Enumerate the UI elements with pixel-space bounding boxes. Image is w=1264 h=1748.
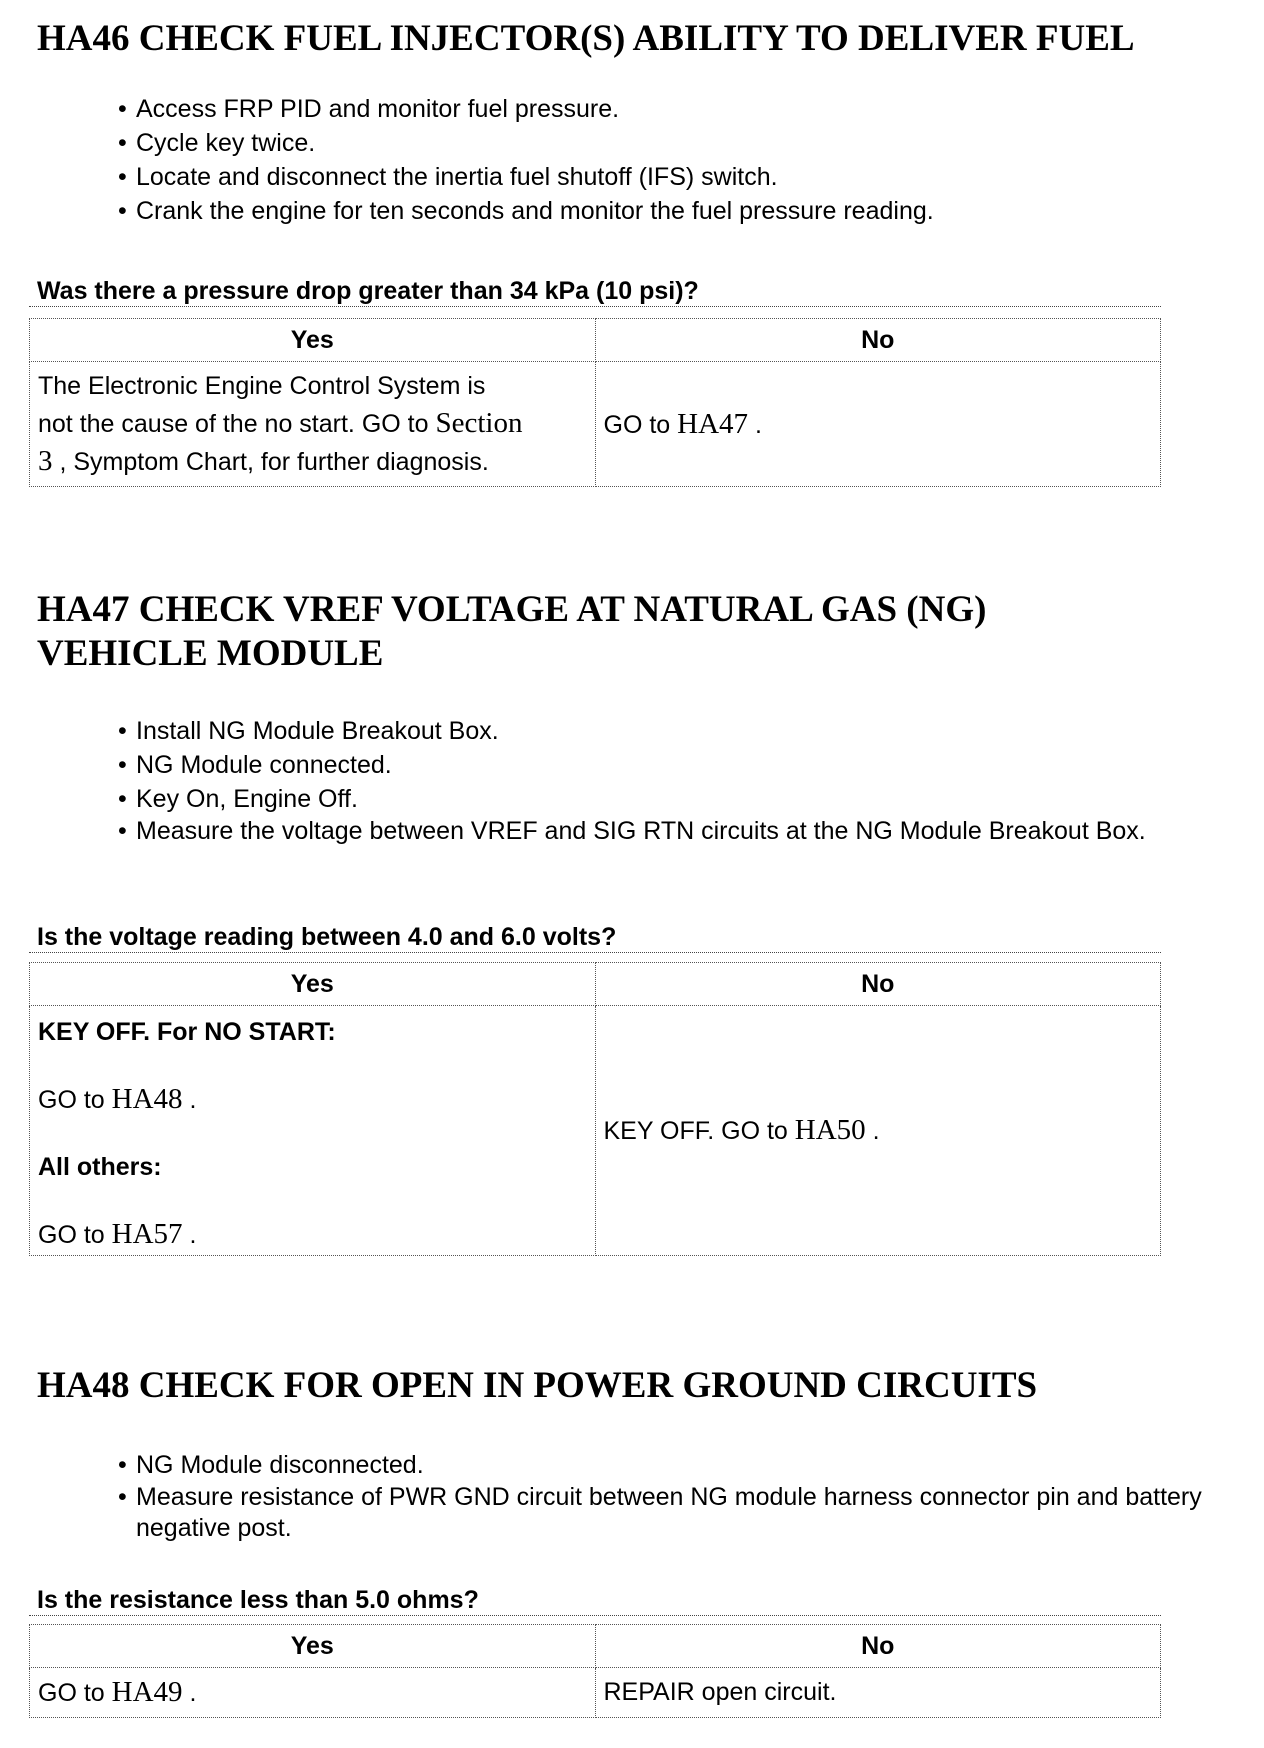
bullet-icon: • <box>118 751 127 779</box>
question-rule <box>29 952 1161 953</box>
no-cell: GO to HA47 . <box>595 362 1161 487</box>
ha49-link[interactable]: HA49 <box>111 1676 183 1708</box>
no-cell: REPAIR open circuit. <box>595 1668 1161 1718</box>
question-text: Is the resistance less than 5.0 ohms? <box>37 1586 479 1614</box>
no-cell: KEY OFF. GO to HA50 . <box>595 1006 1161 1256</box>
no-header: No <box>595 963 1161 1006</box>
question-text: Was there a pressure drop greater than 34 kPa (10 psi)? <box>37 277 699 305</box>
bullet-icon: • <box>118 817 127 845</box>
step-list <box>118 714 1238 847</box>
bullet-icon: • <box>118 785 127 813</box>
no-header: No <box>595 1625 1161 1668</box>
step-item: • Measure resistance of PWR GND circuit between NG module harness connector pin and battery negative post. <box>118 1483 1202 1542</box>
step-item: • Access FRP PID and monitor fuel pressure. <box>118 92 1238 126</box>
no-header: No <box>595 319 1161 362</box>
step-item: • Measure the voltage between VREF and SIG RTN circuits at the NG Module Breakout Box. <box>118 817 1146 845</box>
question-text: Is the voltage reading between 4.0 and 6.0 volts? <box>37 923 617 951</box>
section-number-link[interactable]: 3 <box>38 444 53 477</box>
bullet-icon: • <box>118 129 127 157</box>
ha50-link[interactable]: HA50 <box>794 1114 866 1146</box>
answer-table <box>29 962 1161 1256</box>
bullet-icon: • <box>118 1451 127 1479</box>
all-others-heading: All others: <box>38 1153 162 1181</box>
step-title: HA46 CHECK FUEL INJECTOR(S) ABILITY TO DELIVER FUEL <box>37 18 1135 59</box>
yes-cell: GO to HA49 . <box>30 1668 596 1718</box>
step-item: • NG Module connected. <box>118 748 1238 782</box>
answer-table <box>29 318 1161 487</box>
ha47-link[interactable]: HA47 <box>677 407 749 440</box>
step-item: • Key On, Engine Off. <box>118 782 1238 816</box>
bullet-icon: • <box>118 163 127 191</box>
ha57-link[interactable]: HA57 <box>111 1218 183 1250</box>
step-item: • Install NG Module Breakout Box. <box>118 714 1238 748</box>
step-item: • NG Module disconnected. <box>118 1448 1238 1482</box>
step-item: • Cycle key twice. <box>118 126 1238 160</box>
ha48-link[interactable]: HA48 <box>111 1083 183 1115</box>
bullet-icon: • <box>118 197 127 225</box>
bullet-icon: • <box>118 717 127 745</box>
step-title: HA48 CHECK FOR OPEN IN POWER GROUND CIRCUITS <box>37 1365 1038 1406</box>
section-link[interactable]: Section <box>435 406 523 439</box>
yes-header: Yes <box>30 319 596 362</box>
yes-cell: KEY OFF. For NO START: GO to HA48 . All others: GO to HA57 . <box>30 1006 596 1256</box>
question-rule <box>29 1615 1161 1616</box>
yes-header: Yes <box>30 1625 596 1668</box>
no-start-heading: KEY OFF. For NO START: <box>38 1018 336 1046</box>
step-title: HA47 CHECK VREF VOLTAGE AT NATURAL GAS (NG) VEHICLE MODULE <box>37 589 987 674</box>
answer-table <box>29 1624 1161 1718</box>
step-item: • Locate and disconnect the inertia fuel shutoff (IFS) switch. <box>118 160 1238 194</box>
bullet-icon: • <box>118 95 127 123</box>
yes-header: Yes <box>30 963 596 1006</box>
step-item: • Crank the engine for ten seconds and monitor the fuel pressure reading. <box>118 194 1238 228</box>
yes-cell: The Electronic Engine Control System is not the cause of the no start. GO to Section 3 , Symptom Chart, for further diagnosis. <box>30 362 596 487</box>
step-list <box>118 92 1238 228</box>
step-list <box>118 1448 1238 1544</box>
bullet-icon: • <box>118 1483 127 1511</box>
question-rule <box>29 306 1161 307</box>
